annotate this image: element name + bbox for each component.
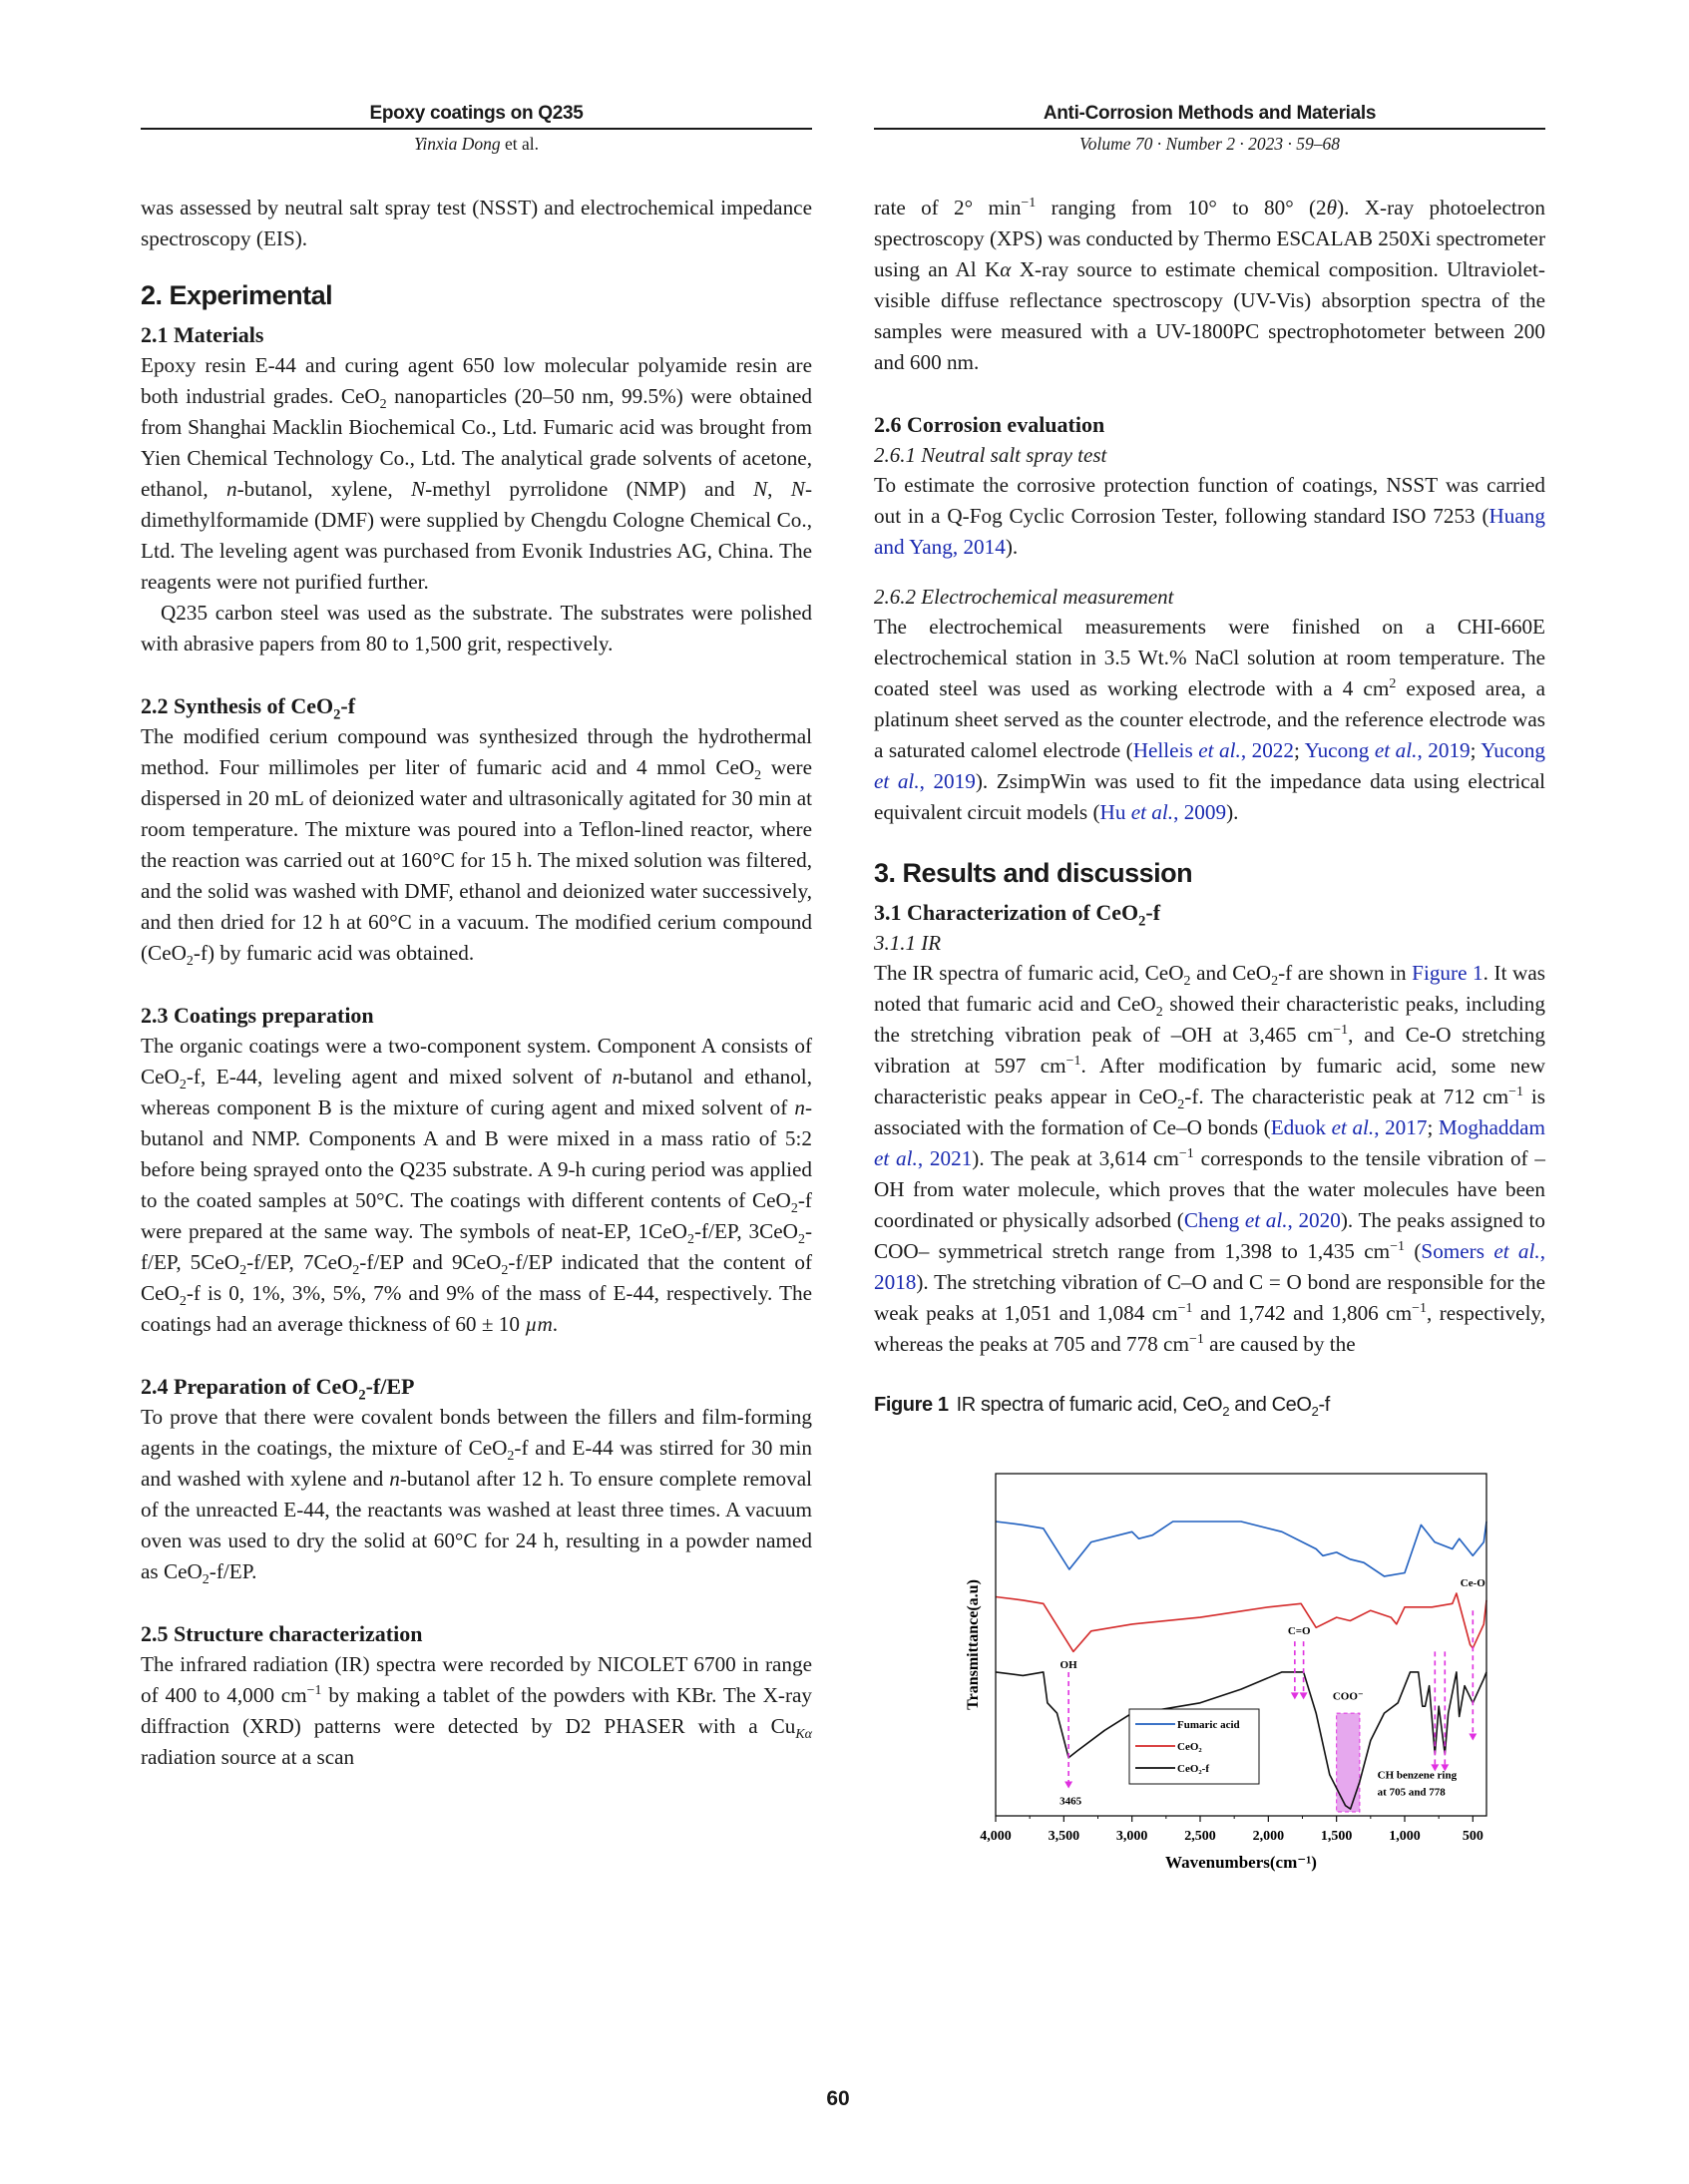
ir-spectra-chart: [940, 1447, 1498, 1886]
svg-text:3,000: 3,000: [1115, 1829, 1148, 1844]
subsection-2-6-2-heading: 2.6.2 Electrochemical measurement: [874, 585, 1174, 609]
preparation-paragraph: To prove that there were covalent bonds between the fillers and film-forming agents in the coatings, the mixture of CeO$_2$-f and E-44 was stirred for 30 min and washed with xylene and n-butanol after 12 h. To ensure complete removal of the unreacted E-44, the reactants was washed at least three times. A vacuum oven was used to dry the solid at 60°C for 24 h, resulting in a powder named as CeO$_2$-f/EP.: [141, 1405, 812, 1588]
svg-text:4,000: 4,000: [980, 1829, 1012, 1844]
synthesis-paragraph: The modified cerium compound was synthesized through the hydrothermal method. Four millimoles per liter of fumaric acid and 4 mmol CeO$_2$ were dispersed in 20 mL of deionized water and ultrasonically agitated for 30 min at room temperature. The mixture was poured into a Teflon-lined reactor, where the reaction was carried out at 160°C for 15 h. The mixed solution was filtered, and the solid was washed with DMF, ethanol and deionized water successively, and then dried for 12 h at 60°C in a vacuum. The modified cerium compound (CeO$_2$-f) by fumaric acid was obtained.: [141, 724, 812, 970]
subsection-2-5-heading: 2.5 Structure characterization: [141, 1621, 423, 1646]
svg-text:CeO₂-f: CeO₂-f: [1177, 1763, 1210, 1775]
citation-link[interactable]: Yucong et al., 2019: [1304, 738, 1471, 762]
svg-text:Transmittance(a.u): Transmittance(a.u): [965, 1579, 982, 1710]
citation-link[interactable]: Moghaddam et al., 2021: [874, 1115, 1545, 1170]
citation-link[interactable]: Huang and Yang, 2014: [874, 504, 1545, 559]
citation-link[interactable]: Cheng et al., 2020: [1183, 1208, 1341, 1232]
svg-text:2,500: 2,500: [1184, 1829, 1216, 1844]
subsection-2-6-1-heading: 2.6.1 Neutral salt spray test: [874, 443, 1107, 467]
structure-paragraph: The infrared radiation (IR) spectra were recorded by NICOLET 6700 in range of 400 to 4,000 $cm^{-1}$ by making a tablet of the powders with KBr. The X-ray diffraction (XRD) patterns were detected by D2 PHASER with a $Cu_{K\alpha}$ radiation source at a scan: [141, 1652, 813, 1769]
chart-svg: [940, 1447, 1498, 1886]
characterization-continued-paragraph: rate of 2° $\min^{-1}$ ranging from 10° to 80° (2θ). X-ray photoelectron spectroscopy (XPS) was conducted by Thermo ESCALAB 250Xi spectrometer using an Al Kα X-ray source to estimate chemical composition. Ultraviolet-visible diffuse reflectance spectroscopy (UV-Vis) absorption spectra of the samples were measured with a UV-1800PC spectrophotometer between 200 and 600 nm.: [874, 195, 1545, 374]
subsection-3-1-1-heading: 3.1.1 IR: [874, 931, 942, 955]
svg-text:3,500: 3,500: [1048, 1829, 1080, 1844]
svg-text:C=O: C=O: [1287, 1625, 1311, 1638]
section-3-heading: 3. Results and discussion: [874, 858, 1193, 888]
left-column: [141, 100, 812, 1773]
svg-text:COO⁻: COO⁻: [1332, 1690, 1364, 1703]
subsection-2-6-heading: 2.6 Corrosion evaluation: [874, 412, 1105, 437]
ir-paragraph: The IR spectra of fumaric acid, CeO$_2$ and CeO$_2$-f are shown in Figure 1. It was noted that fumaric acid and CeO$_2$ showed their characteristic peaks, including the stretching vibration peak of –OH at 3,465 $cm^{-1}$, and Ce-O stretching vibration at 597 $cm^{-1}$. After modification by fumaric acid, some new characteristic peaks appear in CeO$_2$-f. The characteristic peak at 712 $cm^{-1}$ is associated with the formation of Ce–O bonds (Eduok et al., 2017; Moghaddam et al., 2021). The peak at 3,614 $cm^{-1}$ corresponds to the tensile vibration of –OH from water molecule, which proves that the water molecules have been coordinated or physically adsorbed (Cheng et al., 2020). The peaks assigned to COO– symmetrical stretch range from 1,398 to 1,435 $cm^{-1}$ (Somers et al., 2018). The stretching vibration of C–O and C = O bond are responsible for the weak peaks at 1,051 and 1,084 $cm^{-1}$ and 1,742 and 1,806 $cm^{-1}$, respectively, whereas the peaks at 705 and 778 $cm^{-1}$ are caused by the: [874, 961, 1546, 1356]
page-number: 60: [826, 2087, 850, 2110]
svg-text:OH: OH: [1059, 1658, 1077, 1671]
citation-link[interactable]: Eduok et al., 2017: [1270, 1115, 1428, 1139]
svg-text:Fumaric acid: Fumaric acid: [1177, 1719, 1240, 1731]
svg-text:3465: 3465: [1059, 1795, 1082, 1808]
electrochemical-paragraph: The electrochemical measurements were finished on a CHI-660E electrochemical station in 3.5 Wt.% NaCl solution at room temperature. The coated steel was used as working electrode with a 4 $cm^2$ exposed area, a platinum sheet served as the counter electrode, and the reference electrode was a saturated calomel electrode (Helleis et al., 2022; Yucong et al., 2019; Yucong et al., 2019). ZsimpWin was used to fit the impedance data using electrical equivalent circuit models (Hu et al., 2009).: [874, 615, 1546, 824]
nsst-paragraph: To estimate the corrosive protection function of coatings, NSST was carried out in a Q-Fog Cyclic Corrosion Tester, following standard ISO 7253 (Huang and Yang, 2014).: [874, 473, 1545, 559]
figure-1-caption: Figure 1 IR spectra of fumaric acid, CeO$_2$ and CeO$_2$-f: [874, 1394, 1330, 1419]
svg-text:Wavenumbers(cm⁻¹): Wavenumbers(cm⁻¹): [1165, 1853, 1317, 1872]
subsection-2-1-heading: 2.1 Materials: [141, 322, 264, 347]
svg-text:1,500: 1,500: [1320, 1829, 1353, 1844]
svg-text:2,000: 2,000: [1252, 1829, 1285, 1844]
citation-link[interactable]: Yucong et al., 2019: [874, 738, 1546, 793]
substrate-paragraph: Q235 carbon steel was used as the substrate. The substrates were polished with abrasive papers from 80 to 1,500 grit, respectively.: [141, 601, 812, 655]
citation-link[interactable]: Somers et al., 2018: [874, 1239, 1546, 1294]
article-short-title: Epoxy coatings on Q235: [369, 103, 584, 124]
svg-text:CeO₂: CeO₂: [1177, 1741, 1202, 1753]
subsection-2-2-heading: 2.2 Synthesis of CeO$_2$-f: [141, 693, 356, 723]
running-header-right: [874, 100, 1545, 160]
svg-text:CH benzene ring: CH benzene ring: [1377, 1769, 1458, 1782]
svg-text:at 705 and 778: at 705 and 778: [1377, 1786, 1446, 1799]
right-column: [874, 100, 1545, 1886]
figure-1-link[interactable]: Figure 1: [1412, 961, 1483, 985]
subsection-2-4-heading: 2.4 Preparation of CeO$_2$-f/EP: [141, 1374, 415, 1404]
running-header-left: [141, 100, 812, 160]
journal-title: Anti-Corrosion Methods and Materials: [1043, 103, 1377, 124]
svg-text:500: 500: [1462, 1829, 1483, 1844]
issue-info: Volume 70 · Number 2 · 2023 · 59–68: [1078, 134, 1341, 154]
svg-text:Ce-O: Ce-O: [1460, 1577, 1485, 1590]
subsection-2-3-heading: 2.3 Coatings preparation: [141, 1003, 374, 1028]
author-line: Yinxia Dong et al.: [413, 134, 540, 154]
section-2-heading: 2. Experimental: [141, 280, 333, 310]
subsection-3-1-heading: 3.1 Characterization of CeO$_2$-f: [874, 900, 1161, 930]
citation-link[interactable]: Helleis et al., 2022: [1132, 738, 1294, 762]
coatings-paragraph: The organic coatings were a two-component system. Component A consists of CeO$_2$-f, E-44, leveling agent and mixed solvent of n-butanol and ethanol, whereas component B is the mixture of curing agent and mixed solvent of n-butanol and NMP. Components A and B were mixed in a mass ratio of 5:2 before being sprayed onto the Q235 substrate. A 9-h curing period was applied to the coated samples at 50°C. The coatings with different contents of CeO$_2$-f were prepared at the same way. The symbols of neat-EP, 1CeO$_2$-f/EP, 3CeO$_2$-f/EP, 5CeO$_2$-f/EP, 7CeO$_2$-f/EP and 9CeO$_2$-f/EP indicated that the content of CeO$_2$-f is 0, 1%, 3%, 5%, 7% and 9% of the mass of E-44, respectively. The coatings had an average thickness of 60 ± 10 µm.: [141, 1034, 813, 1336]
materials-paragraph: Epoxy resin E-44 and curing agent 650 low molecular polyamide resin are both industrial grades. CeO$_2$ nanoparticles (20–50 nm, 99.5%) were obtained from Shanghai Macklin Biochemical Co., Ltd. Fumaric acid was brought from Yien Chemical Technology Co., Ltd. The analytical grade solvents of acetone, ethanol, n-butanol, xylene, N-methyl pyrrolidone (NMP) and N, N-dimethylformamide (DMF) were supplied by Chengdu Cologne Chemical Co., Ltd. The leveling agent was purchased from Evonik Industries AG, China. The reagents were not purified further.: [141, 353, 812, 594]
svg-text:1,000: 1,000: [1389, 1829, 1421, 1844]
citation-link[interactable]: Hu et al., 2009: [1099, 800, 1227, 824]
intro-tail-paragraph: was assessed by neutral salt spray test (NSST) and electrochemical impedance spectroscopy (EIS).: [141, 196, 812, 250]
